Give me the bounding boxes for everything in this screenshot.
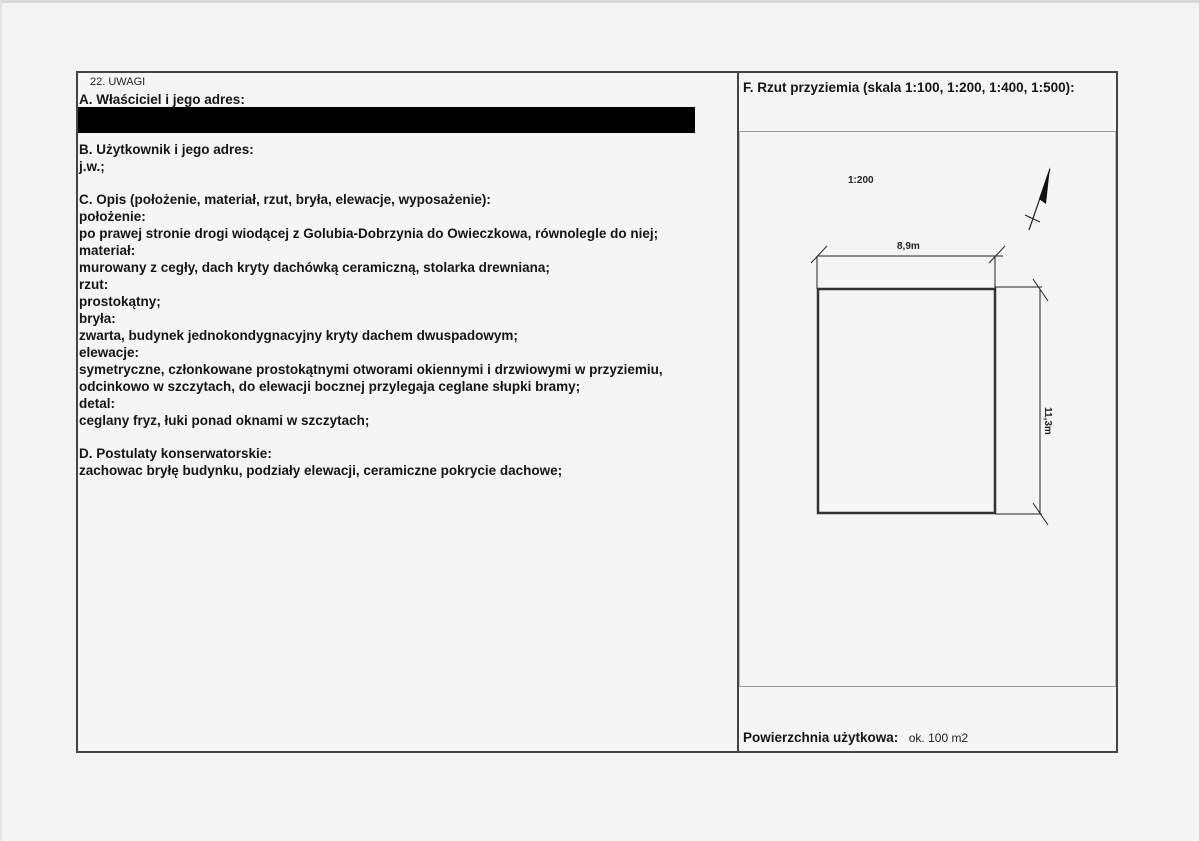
record-card-form bbox=[76, 71, 1118, 753]
ground-plan-area bbox=[739, 131, 1116, 687]
description-heading: C. Opis (położenie, materiał, rzut, bryła, elewacje, wyposażenie): bbox=[79, 192, 491, 207]
user-value: j.w.; bbox=[79, 159, 105, 174]
remarks-column bbox=[78, 73, 739, 751]
material-label: materiał: bbox=[79, 243, 136, 258]
usable-area-value: ok. 100 m2 bbox=[908, 731, 969, 745]
length-label: 11,3m bbox=[1042, 407, 1053, 435]
length-dimension bbox=[995, 279, 1053, 525]
location-value: po prawej stronie drogi wiodącej z Golubia-Dobrzynia do Owieczkowa, równolegle do niej; bbox=[79, 226, 659, 241]
scale-label: 1:200 bbox=[848, 175, 874, 186]
usable-area-label: Powierzchnia użytkowa: bbox=[743, 730, 899, 745]
plan-shape-label: rzut: bbox=[79, 277, 109, 292]
ground-plan-drawing bbox=[740, 132, 1115, 686]
width-dimension bbox=[811, 241, 1005, 289]
north-arrow-icon bbox=[1025, 167, 1050, 230]
usable-area-row bbox=[743, 729, 968, 747]
owner-address-value bbox=[79, 108, 729, 125]
width-label: 8,9m bbox=[897, 241, 920, 252]
conservation-heading: D. Postulaty konserwatorskie: bbox=[79, 446, 272, 461]
building-footprint bbox=[818, 289, 995, 513]
elevations-label: elewacje: bbox=[79, 345, 140, 360]
detail-value: ceglany fryz, łuki ponad oknami w szczytach; bbox=[79, 413, 370, 428]
material-value: murowany z cegły, dach kryty dachówką ceramiczną, stolarka drewniana; bbox=[79, 260, 550, 275]
plan-shape-value: prostokątny; bbox=[79, 294, 161, 309]
detail-label: detal: bbox=[79, 396, 116, 411]
massing-value: zwarta, budynek jednokondygnacyjny kryty dachem dwuspadowym; bbox=[79, 328, 518, 343]
owner-heading: A. Właściciel i jego adres: bbox=[79, 92, 245, 107]
conservation-value: zachowac bryłę budynku, podziały elewacji, ceramiczne pokrycie dachowe; bbox=[79, 463, 563, 478]
user-heading: B. Użytkownik i jego adres: bbox=[79, 142, 254, 157]
section-number-label: 22. UWAGI bbox=[90, 76, 146, 88]
ground-plan-title: F. Rzut przyziemia (skala 1:100, 1:200, 1:400, 1:500): bbox=[743, 80, 1075, 95]
ground-plan-column bbox=[739, 73, 1116, 751]
remarks-text bbox=[79, 91, 729, 479]
location-label: położenie: bbox=[79, 209, 146, 224]
elevations-value-1: symetryczne, członkowane prostokątnymi otworami okiennymi i drzwiowymi w przyziemiu, bbox=[79, 362, 663, 377]
elevations-value-2: odcinkowo w szczytach, do elewacji bocznej przylegaja ceglane słupki bramy; bbox=[79, 379, 581, 394]
massing-label: bryła: bbox=[79, 311, 116, 326]
